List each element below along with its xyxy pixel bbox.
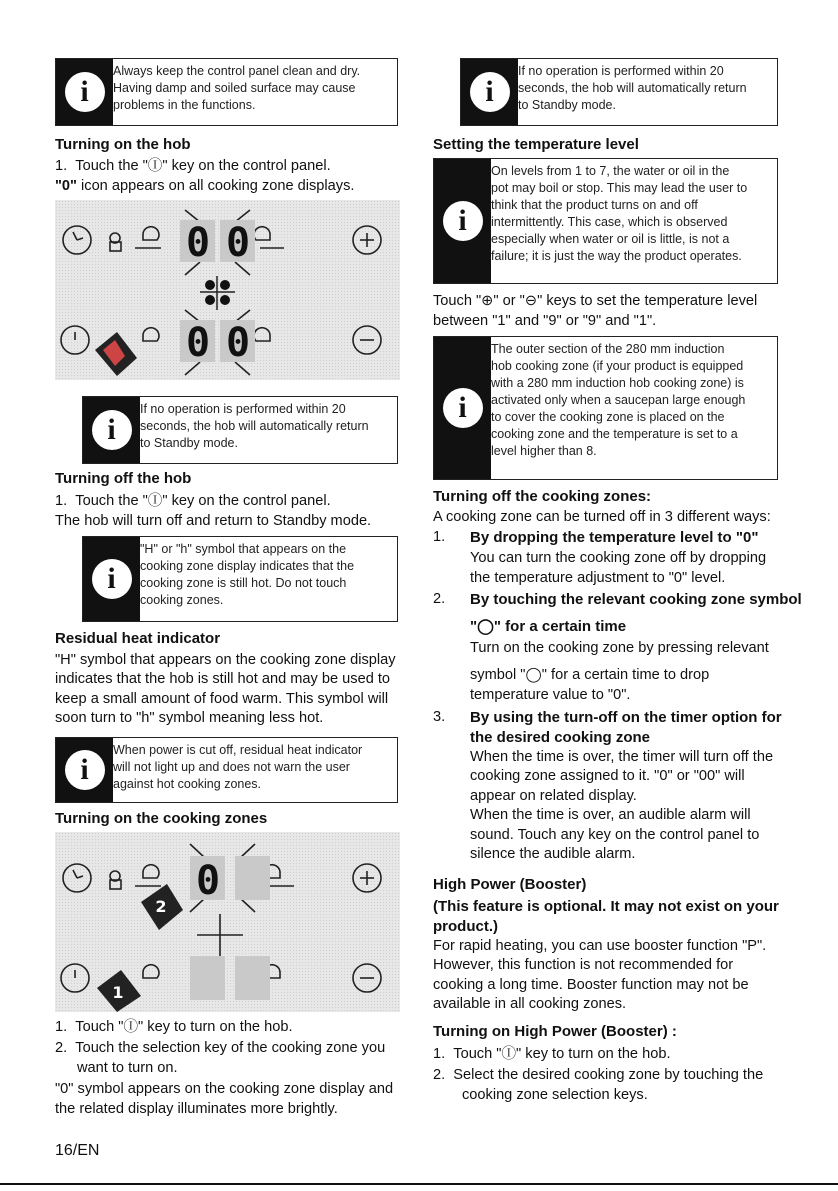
booster-optional-note: product.)	[433, 918, 498, 935]
info-note-standby	[82, 396, 398, 464]
note-line: hob cooking zone (if your product is equipped	[491, 359, 744, 373]
note-line: seconds, the hob will automatically return	[518, 81, 747, 95]
info-icon: i	[56, 738, 113, 802]
list-number: 3.	[433, 709, 446, 725]
note-line: On levels from 1 to 7, the water or oil in the	[491, 164, 730, 178]
note-line: think that the product turns on and off	[491, 198, 698, 212]
note-line: The outer section of the 280 mm induction	[491, 342, 725, 356]
note-line: to cover the cooking zone is placed on the	[491, 410, 725, 424]
note-line: to Standby mode.	[140, 436, 238, 450]
info-note-clean	[55, 58, 398, 126]
note-line: problems in the functions.	[113, 98, 256, 112]
paragraph: For rapid heating, you can use booster function "P". However, this function is not recommended for cooking a long time. Booster function may not be available in all cooking zones.	[433, 938, 767, 1013]
step-text: 1. Touch "Ⓘ" key to turn on the hob.	[433, 1046, 671, 1062]
step-text: "0" icon appears on all cooking zone displays.	[55, 178, 355, 194]
step-text: 1. Touch the "Ⓘ" key on the control panel.	[55, 493, 331, 509]
note-line: failure; it is just the way the product operates.	[491, 249, 742, 263]
bottom-rule	[0, 1183, 838, 1185]
note-line: to Standby mode.	[518, 98, 616, 112]
info-icon: i	[56, 59, 113, 125]
zone-display-digit: 0	[195, 858, 221, 904]
note-line: with a 280 mm induction hob cooking zone) is	[491, 376, 744, 390]
list-item-title: By dropping the temperature level to "0"	[470, 529, 759, 546]
note-line: cooking zone and the temperature is set to a	[491, 427, 738, 441]
zone-display-digit: 0	[225, 320, 251, 366]
heading-turning-on-zones: Turning on the cooking zones	[55, 810, 268, 827]
step-badge: 2	[155, 897, 167, 916]
note-line: intermittently. This case, which is observed	[491, 215, 728, 229]
note-line: especially when water or oil is little, is not a	[491, 232, 730, 246]
paragraph: the related display illuminates more brightly.	[55, 1101, 338, 1117]
step-badge: 1	[112, 983, 124, 1002]
info-note-hot	[82, 536, 398, 622]
paragraph: temperature value to "0".	[470, 687, 631, 703]
heading-turning-on-booster: Turning on High Power (Booster) :	[433, 1023, 677, 1040]
info-icon: i	[83, 537, 140, 621]
note-line: Always keep the control panel clean and dry.	[113, 64, 361, 78]
control-panel-graphic	[55, 200, 400, 380]
note-line: level higher than 8.	[491, 444, 597, 458]
info-icon: i	[83, 397, 140, 463]
paragraph: Turn on the cooking zone by pressing relevant	[470, 640, 769, 656]
info-note-levels	[433, 158, 778, 284]
list-item-title: By touching the relevant cooking zone symbol	[470, 591, 802, 608]
note-line: pot may boil or stop. This may lead the user to	[491, 181, 748, 195]
note-line: cooking zones.	[140, 593, 224, 607]
paragraph: You can turn the cooking zone off by dropping	[470, 550, 767, 566]
step-text: The hob will turn off and return to Standby mode.	[55, 513, 372, 529]
note-line: If no operation is performed within 20	[518, 64, 724, 78]
note-line: When power is cut off, residual heat indicator	[113, 743, 363, 757]
paragraph: "0" symbol appears on the cooking zone display and	[55, 1081, 394, 1097]
heading-residual-heat: Residual heat indicator	[55, 630, 221, 647]
step-text: cooking zone selection keys.	[462, 1087, 648, 1103]
zone-display-digit: 0	[185, 320, 211, 366]
heading-turning-off-hob: Turning off the hob	[55, 470, 192, 487]
zone-display-digit: 0	[185, 220, 211, 266]
note-line: seconds, the hob will automatically return	[140, 419, 369, 433]
heading-turning-off-zones: Turning off the cooking zones:	[433, 488, 652, 505]
booster-optional-note: (This feature is optional. It may not exist on your	[433, 898, 779, 915]
info-icon: i	[461, 59, 518, 125]
note-line: activated only when a saucepan large enough	[491, 393, 746, 407]
note-line: Having damp and soiled surface may cause	[113, 81, 356, 95]
step-text: 1. Touch the "Ⓘ" key on the control panel.	[55, 158, 331, 174]
note-line: If no operation is performed within 20	[140, 402, 346, 416]
page-number: 16/EN	[55, 1142, 100, 1159]
info-note-280mm	[433, 336, 778, 480]
list-number: 1.	[433, 529, 446, 545]
step-text: 1. Touch "Ⓘ" key to turn on the hob.	[55, 1019, 293, 1035]
paragraph: A cooking zone can be turned off in 3 different ways:	[433, 509, 771, 525]
paragraph: between "1" and "9" or "9" and "1".	[433, 313, 657, 329]
info-note-standby	[460, 58, 778, 126]
heading-booster: High Power (Booster)	[433, 876, 587, 893]
paragraph: symbol "◯" for a certain time to drop	[470, 667, 710, 683]
note-line: "H" or "h" symbol that appears on the	[140, 542, 347, 556]
info-icon: i	[434, 159, 491, 283]
list-item-title: By using the turn-off on the timer option for	[470, 709, 782, 726]
info-icon: i	[434, 337, 491, 479]
list-item-title: the desired cooking zone	[470, 729, 651, 746]
note-line: will not light up and does not warn the user	[113, 760, 350, 774]
heading-setting-temperature: Setting the temperature level	[433, 136, 639, 153]
control-panel-illustration	[55, 832, 400, 1012]
heading-turning-on-hob: Turning on the hob	[55, 136, 191, 153]
note-line: cooking zone is still hot. Do not touch	[140, 576, 347, 590]
step-text: 2. Touch the selection key of the cooking zone you	[55, 1040, 386, 1056]
control-panel-graphic	[55, 832, 400, 1012]
paragraph: Touch "⊕" or "⊖" keys to set the temperature level	[433, 293, 758, 309]
zone-display-digit: 0	[225, 220, 251, 266]
step-text: 2. Select the desired cooking zone by touching the	[433, 1067, 764, 1083]
note-line: cooking zone display indicates that the	[140, 559, 355, 573]
paragraph: When the time is over, the timer will turn off the cooking zone assigned to it. "0" or "00" will appear on related display. When the time is over, an audible alarm will sound. Touch any key on the control panel to silence the audible alarm.	[470, 749, 774, 863]
step-text: want to turn on.	[77, 1060, 178, 1076]
list-number: 2.	[433, 591, 446, 607]
paragraph: the temperature adjustment to "0" level.	[470, 570, 726, 586]
list-item-title: "◯" for a certain time	[470, 618, 627, 635]
note-line: against hot cooking zones.	[113, 777, 262, 791]
info-note-power-cut	[55, 737, 398, 803]
paragraph: "H" symbol that appears on the cooking zone display indicates that the hob is still hot and may be used to keep a small amount of food warm. This symbol will soon turn to "h" symbol meaning less hot.	[55, 652, 396, 727]
control-panel-illustration	[55, 200, 400, 380]
